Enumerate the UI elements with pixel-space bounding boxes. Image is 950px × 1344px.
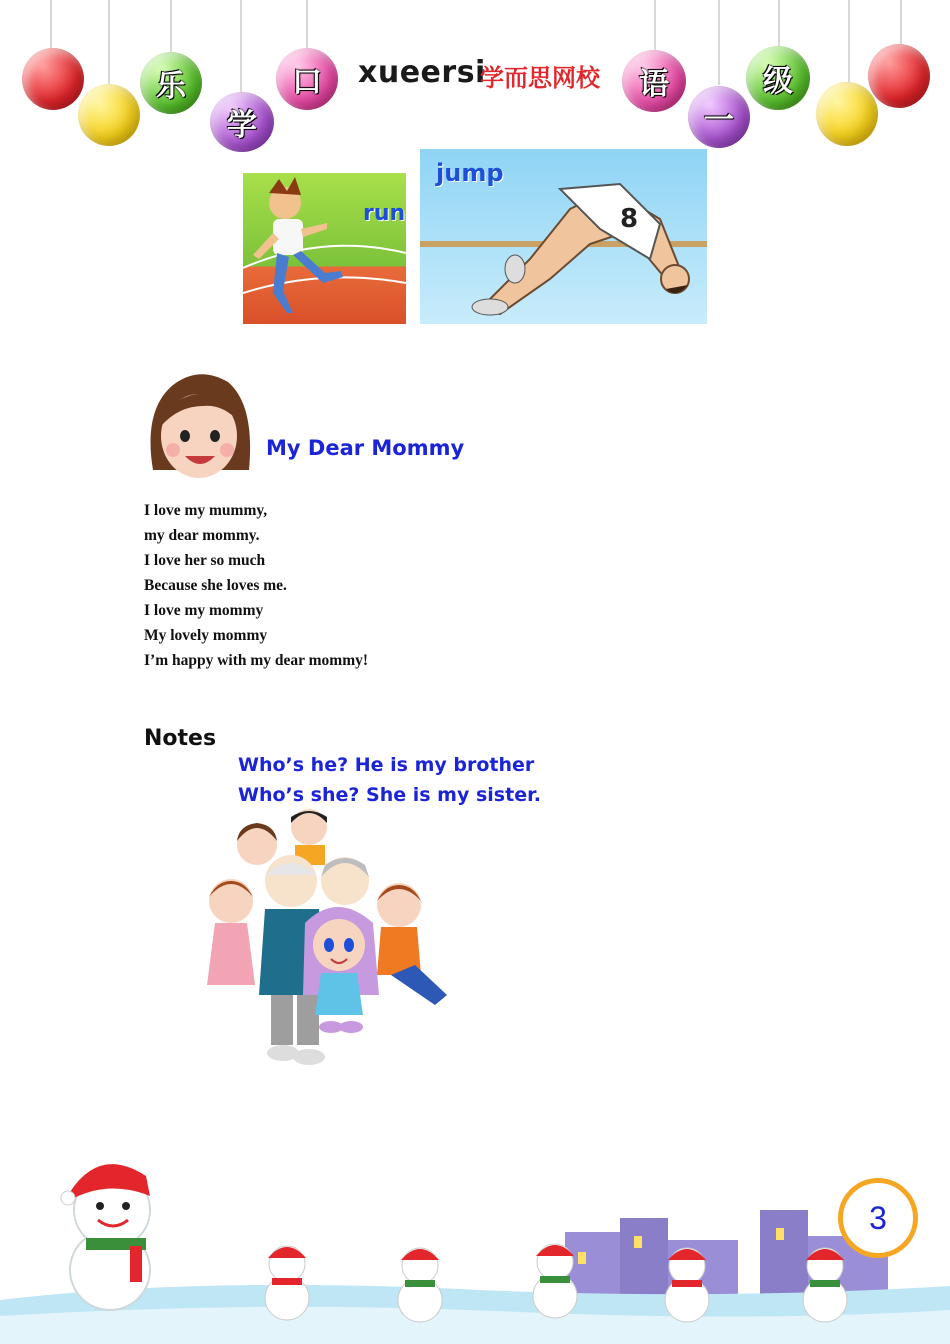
runner-illustration: [243, 173, 406, 324]
poem-line: I’m happy with my dear mommy!: [144, 652, 369, 669]
page-number: 3: [838, 1178, 918, 1258]
ornament-ball-char: 乐: [140, 52, 202, 114]
small-snowman: [398, 1248, 442, 1322]
footer-winter-scene: [0, 1140, 950, 1344]
ornament-ball-char: 口: [276, 48, 338, 110]
small-snowman: [803, 1248, 847, 1322]
small-snowman: [665, 1248, 709, 1322]
ornament-ball-char: 学: [210, 92, 274, 152]
small-snowman: [265, 1246, 309, 1320]
poem-line: I love my mommy: [144, 602, 264, 619]
family-illustration: [185, 805, 465, 1077]
note-line: Who’s he? He is my brother: [238, 754, 535, 776]
ornament-ball: [78, 84, 140, 146]
poem-title: My Dear Mommy: [266, 436, 465, 460]
ornament-ball-char: 一: [688, 86, 750, 148]
small-snowman: [533, 1244, 577, 1318]
run-label: run: [363, 201, 406, 226]
note-line: Who’s she? She is my sister.: [238, 784, 541, 806]
brand-logo-cn: 学而思网校: [480, 64, 600, 92]
poem-line: I love my mummy,: [144, 502, 268, 519]
poem-line: my dear mommy.: [144, 527, 260, 544]
svg-text:8: 8: [620, 204, 639, 234]
jump-picture: [420, 149, 707, 324]
ornament-ball: [816, 82, 878, 146]
notes-body: [238, 750, 541, 810]
run-picture: [243, 173, 406, 324]
ornament-ball-char: 级: [746, 46, 810, 110]
ornament-ball: [868, 44, 930, 108]
ornament-ball: [22, 48, 84, 110]
jump-label: jump: [436, 159, 504, 187]
ornament-ball-char: 语: [622, 50, 686, 112]
poem-line: My lovely mommy: [144, 627, 268, 644]
poem-body: [144, 498, 368, 673]
notes-title: Notes: [144, 726, 217, 751]
poem-line: Because she loves me.: [144, 577, 287, 594]
brand-logo: xueersi: [358, 55, 486, 90]
mom-face-illustration: [143, 370, 255, 482]
poem-line: I love her so much: [144, 552, 266, 569]
